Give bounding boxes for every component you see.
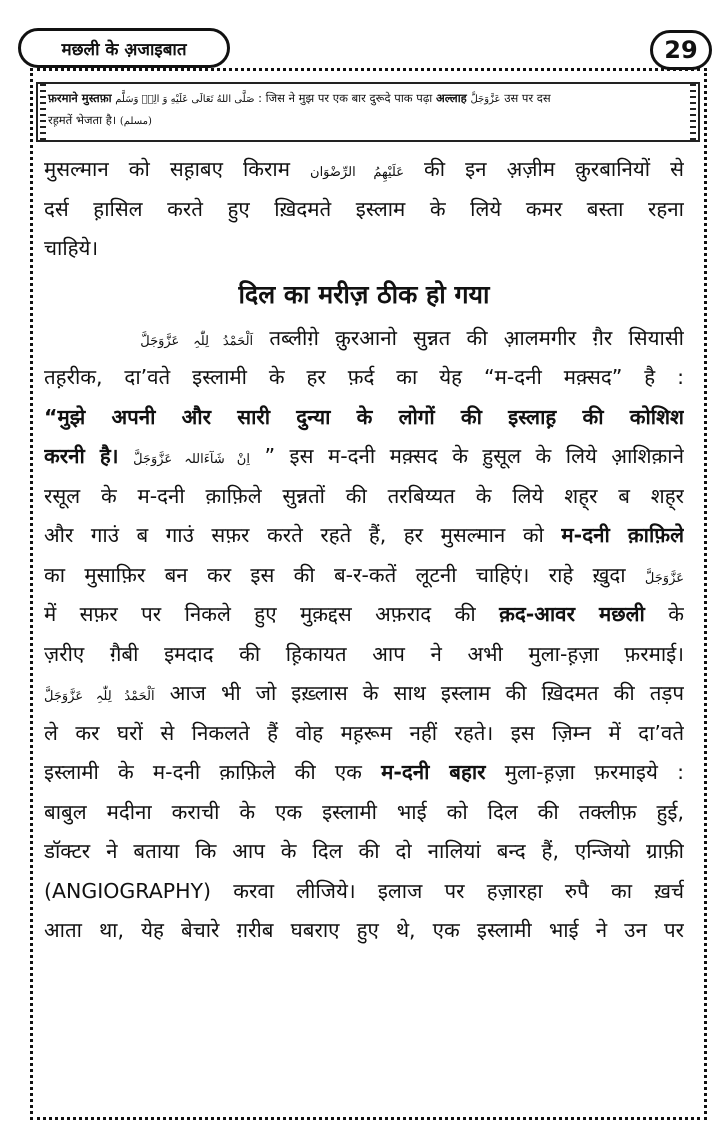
hadith-box [36,82,700,142]
hadith-label: फ़रमाने मुस्तफ़ा [48,91,112,105]
body-line: बाबुल मदीना कराची के एक इस्लामी भाई को दिल की तक्लीफ़ हुई, [44,799,684,824]
text: की इन अ़ज़ीम क़ुरबानियों से [424,157,684,181]
text: में सफ़र पर निकले हुए मुक़द्दस अफ़राद की [44,602,476,626]
hadith-text: रह़मतें भेजता है। [48,113,117,127]
alhamdulillah-arabic: اَلْحَمْدُ لِلّٰہِ عَزَّوَجَلَّ [140,333,254,349]
body-line [44,674,684,714]
text: मुसल्मान को सह़ाबए किराम [44,157,290,181]
hadith-border-decoration [690,84,696,140]
arabic-honorific: عَلَيْهِمُ الرِّضْوَان [310,165,404,180]
hadith-allah: अल्लाह [435,91,467,105]
body-line [44,556,684,596]
salutation-arabic: صَلَّى اللهُ تَعَالَى عَلَيْهِ وَ الِهٖ وَسَلَّم [115,94,255,105]
body-line: ज़रीए ग़ैबी इमदाद की ह़िकायत आप ने अभी मुला-ह़ज़ा फ़रमाई। [44,641,684,666]
hadith-source: (مسلم) [119,116,152,127]
inshallah-arabic: اِنْ شَآءَاللہ عَزَّوَجَلَّ [133,452,250,467]
section-heading: दिल का मरीज़ ठीक हो गया [238,279,490,309]
body-line: तह़रीक, दा’वते इस्लामी के हर फ़र्द का येह “म-दनी मक़्सद” है : [44,365,684,389]
hadith-text: : जिस ने मुझ पर एक बार दुरूदे पाक पढ़ा [258,91,433,105]
body-line [44,516,684,556]
body-line: ले कर घरों से निकलते हैं वोह मह़रूम नहीं रहते। इस ज़िम्न में दा’वते [44,720,684,745]
text-bold: करनी है। [44,444,119,468]
text: तब्लीग़े क़ुरआनो सुन्नत की आ़लमगीर ग़ैर सियासी [269,325,684,350]
body-line: (ANGIOGRAPHY) करवा लीजिये। इलाज पर हज़ारहा रुपै का ख़र्च [44,878,684,903]
text: का मुसाफ़िर बन कर इस की ब-र-कतें लूटनी चाहिएं। राहे ख़ुदा [44,562,626,587]
body-line [44,437,684,477]
hadith-border-decoration [40,84,46,140]
text: और गाउं ब गाउं सफ़र करते रहते हैं, हर मुसल्मान को [44,523,544,547]
body-line: रसूल के म-दनी क़ाफ़िले सुन्नतों की तरबिय्यत के लिये शह्‌र ब शह्‌र [44,483,684,508]
body-line: दर्स ह़ासिल करते हुए ख़िदमते इस्लाम के लिये कमर बस्ता रहना [44,196,684,221]
text-bold: म-दनी क़ाफ़िले [561,523,684,547]
body-line: चाहिये। [44,236,99,260]
hadith-line-2 [48,110,690,132]
text: के [668,602,684,626]
text: मुला-ह़ज़ा फ़रमाइये : [504,760,684,784]
text: आज भी जो इख़्लास के साथ इस्लाम की ख़िदमत की तड़प [169,681,684,705]
text-bold: क़द-आवर मछली [499,602,645,626]
azza-wajal-arabic: عَزَّوَجَلَّ [644,570,684,586]
book-title: मछली के अ़जाइबात [18,28,230,68]
body-line [44,753,684,793]
hadith-text: उस पर दस [504,91,551,105]
body-line: डॉक्टर ने बताया कि आप के दिल की दो नालियां बन्द हैं, एन्जियो ग्राफ़ी [44,839,684,863]
body-line [44,319,684,359]
page-body [44,150,684,951]
page-number: 29 [650,30,712,70]
body-line [44,595,684,635]
body-line: आता था, येह बेचारे ग़रीब घबराए हुए थे, एक इस्लामी भाई ने उन पर [44,918,684,942]
body-line [44,150,684,190]
body-line: “मुझे अपनी और सारी दुन्या के लोगों की इस्लाह़ की कोशिश [44,404,684,429]
text-bold: म-दनी बहार [381,760,486,784]
text: इस्लामी के म-दनी क़ाफ़िले की एक [44,760,362,784]
text: ” इस म-दनी मक़्सद के ह़ुसूल के लिये आ़शिक़ाने [264,444,684,468]
azza-wajal-arabic: عَزَّوَجَلَّ [470,94,501,105]
hadith-line-1 [48,88,690,110]
alhamdulillah-arabic: اَلْحَمْدُ لِلّٰہِ عَزَّوَجَلَّ [44,689,155,704]
